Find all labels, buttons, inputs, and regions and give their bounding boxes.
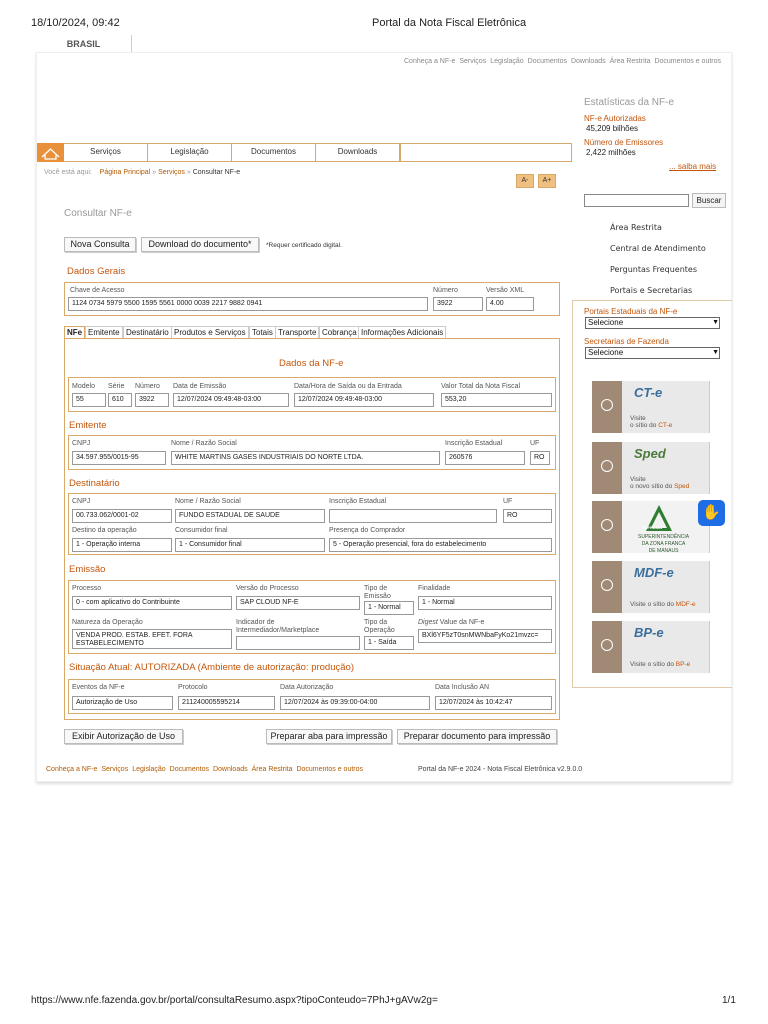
toplink[interactable]: Área Restrita [609, 58, 651, 65]
banner-text [638, 534, 689, 555]
emitente-ie-label: Inscrição Estadual [445, 440, 503, 447]
modelo-label: Modelo [72, 383, 95, 390]
dest-uf-label: UF [503, 498, 513, 505]
natureza-label: Natureza da Operação [72, 619, 143, 626]
dest-ie-field [329, 509, 497, 523]
autorizadas-label: NF-e Autorizadas [584, 114, 646, 123]
dest-cnpj-label: CNPJ [72, 498, 91, 505]
chevron-down-icon: ▼ [712, 319, 719, 326]
situacao-title: Situação Atual: AUTORIZADA (Ambiente de autorização: produção) [69, 662, 354, 673]
globe-icon [601, 399, 613, 411]
toplink[interactable]: Legislação [490, 58, 524, 65]
banner-visit: Visite o sítio do [630, 661, 674, 668]
nav-empty [400, 143, 572, 162]
banner-brand: MDF-e [675, 601, 696, 608]
banner-bpe[interactable] [592, 621, 710, 673]
toplink[interactable]: Downloads [570, 58, 606, 65]
banner-brand: CT-e [658, 422, 673, 429]
footer-link[interactable]: Legislação [132, 766, 166, 773]
data-inclusao-field: 12/07/2024 às 10:42:47 [435, 696, 552, 710]
tab-nfe[interactable]: NFe [64, 326, 85, 338]
indicador-label: Indicador de [236, 619, 275, 626]
numero-label: Número [433, 287, 458, 294]
natureza-line1: VENDA PROD. ESTAB. EFET. FORA [76, 632, 193, 639]
globe-icon [601, 579, 613, 591]
tab-produtos[interactable]: Produtos e Serviços [171, 326, 249, 338]
footer-links [46, 766, 367, 773]
mdfe-logo: MDF-e [634, 565, 674, 580]
data-autorizacao-label: Data Autorização [280, 684, 334, 691]
emitente-nome-field: WHITE MARTINS GASES INDUSTRIAIS DO NORTE LTDA. [171, 451, 440, 465]
toplink[interactable]: Documentos e outros [654, 58, 722, 65]
dest-presenca-label: Presença do Comprador [329, 527, 406, 534]
banner-brand: DE MANAUS [648, 548, 679, 554]
indicador-label: Intermediador/Marketplace [236, 627, 320, 634]
valor-field: 553,20 [441, 393, 552, 407]
emitente-uf-field: RO [530, 451, 550, 465]
tipo-operacao-label: Operação [364, 627, 395, 634]
tipo-emissao-field: 1 - Normal [364, 601, 414, 615]
nfe-numero-field: 3922 [135, 393, 169, 407]
banner-visit: Visite o sítio do [630, 601, 674, 608]
destinatario-title: Destinatário [69, 478, 120, 489]
dest-destino-field: 1 - Operação interna [72, 538, 172, 552]
print-tab-button[interactable]: Preparar aba para impressão [266, 729, 392, 744]
breadcrumb-servicos[interactable]: Serviços [158, 169, 185, 176]
banner-visit2: o novo sítio do [630, 483, 673, 490]
print-page-number: 1/1 [722, 995, 736, 1006]
sped-logo: Sped [634, 446, 666, 461]
portais-select-value: Selecione [588, 318, 624, 327]
protocolo-label: Protocolo [178, 684, 208, 691]
footer-copyright: Portal da NF-e 2024 - Nota Fiscal Eletrônica v2.9.0.0 [418, 766, 583, 773]
page-title: Consultar NF-e [64, 208, 132, 219]
search-input[interactable] [584, 194, 689, 207]
digest-label [418, 619, 484, 626]
saida-label: Data/Hora de Saída ou da Entrada [294, 383, 402, 390]
emitente-uf-label: UF [530, 440, 540, 447]
nav-documentos[interactable]: Documentos [232, 143, 316, 162]
link-central-atendimento[interactable]: Central de Atendimento [610, 244, 706, 253]
emissao-title: Emissão [69, 564, 106, 575]
print-document-button[interactable]: Preparar documento para impressão [397, 729, 557, 744]
breadcrumb-sep: » [152, 169, 157, 176]
dest-nome-field: FUNDO ESTADUAL DE SAUDE [175, 509, 325, 523]
dest-destino-label: Destino da operação [72, 527, 137, 534]
versao-label: Versão XML [486, 287, 525, 294]
search-button[interactable]: Buscar [692, 193, 726, 208]
banner-text [630, 601, 696, 608]
data-inclusao-label: Data Inclusão AN [435, 684, 490, 691]
secretarias-label: Secretarias de Fazenda [584, 337, 669, 346]
banner-text [630, 476, 689, 490]
toplink[interactable]: Documentos [527, 58, 567, 65]
banner-visit: Visite [630, 415, 646, 422]
versao-processo-label: Versão do Processo [236, 585, 299, 592]
font-increase-button[interactable]: A+ [538, 174, 556, 188]
secretarias-select[interactable] [585, 347, 720, 359]
numero-field: 3922 [433, 297, 483, 311]
emitente-nome-label: Nome / Razão Social [171, 440, 237, 447]
font-decrease-button[interactable]: A- [516, 174, 534, 188]
dest-consumidor-label: Consumidor final [175, 527, 228, 534]
chave-field: 1124 0734 5979 5500 1595 5561 0000 0039 2217 9882 0941 [68, 297, 428, 311]
banner-visit2: DA ZONA FRANCA [641, 541, 686, 547]
tab-informacoes[interactable]: Informações Adicionais [358, 326, 446, 338]
breadcrumb [44, 169, 240, 176]
print-datetime: 18/10/2024, 09:42 [31, 17, 120, 29]
footer-link[interactable]: Serviços [101, 766, 129, 773]
chave-label: Chave de Acesso [70, 287, 125, 294]
portais-label: Portais Estaduais da NF-e [584, 307, 678, 316]
digest-label-italic: Digest [418, 619, 438, 626]
banner-visit: SUPERINTENDÊNCIA [638, 534, 690, 540]
banner-visit2: o sítio do [630, 422, 657, 429]
emissao-label: Data de Emissão [173, 383, 227, 390]
tab-destinatario[interactable]: Destinatário [123, 326, 172, 338]
data-autorizacao-field: 12/07/2024 às 09:39:00-04:00 [280, 696, 430, 710]
tipo-operacao-field: 1 - Saída [364, 636, 414, 650]
link-perguntas[interactable]: Perguntas Frequentes [610, 265, 697, 274]
versao-field: 4.00 [486, 297, 534, 311]
breadcrumb-sep: » [186, 169, 191, 176]
eventos-field: Autorização de Uso [72, 696, 173, 710]
certificate-note: *Requer certificado digital. [266, 242, 342, 249]
new-query-button[interactable]: Nova Consulta [64, 237, 136, 252]
saiba-mais-link[interactable]: ... saiba mais [669, 162, 717, 171]
tipo-operacao-label: Tipo da [364, 619, 388, 626]
print-title: Portal da Nota Fiscal Eletrônica [372, 17, 527, 29]
finalidade-field: 1 - Normal [418, 596, 552, 610]
finalidade-label: Finalidade [418, 585, 451, 592]
digest-field: BXl6YF5zT0snMWNbaFyKo21mvzc= [418, 629, 552, 643]
link-portais[interactable]: Portais e Secretarias [610, 286, 693, 295]
banner-brand: Sped [674, 483, 690, 490]
banner-sped[interactable] [592, 442, 710, 494]
nfe-numero-label: Número [135, 383, 160, 390]
link-area-restrita[interactable]: Área Restrita [610, 223, 662, 232]
stats-title: Estatísticas da NF-e [584, 97, 675, 108]
protocolo-field: 211240005595214 [178, 696, 275, 710]
tipo-emissao-label: Tipo de [364, 585, 388, 592]
globe-icon [601, 639, 613, 651]
breadcrumb-current: Consultar NF-e [192, 169, 241, 176]
emitente-title: Emitente [69, 420, 107, 431]
emissores-value: 2,422 milhões [586, 148, 636, 157]
banner-text [630, 661, 690, 668]
breadcrumb-home[interactable]: Página Principal [99, 169, 151, 176]
natureza-field [72, 629, 232, 649]
home-button[interactable] [37, 143, 64, 162]
footer-link[interactable]: Área Restrita [251, 766, 293, 773]
eventos-label: Eventos da NF-e [72, 684, 125, 691]
sign-language-icon[interactable]: ✋ [698, 500, 725, 526]
saida-field: 12/07/2024 09:49:48-03:00 [294, 393, 434, 407]
versao-processo-field: SAP CLOUD NF-E [236, 596, 360, 610]
toplink[interactable]: Serviços [459, 58, 487, 65]
modelo-field: 55 [72, 393, 106, 407]
top-links [404, 58, 725, 65]
suframa-logo: SUFRAMA [642, 525, 662, 530]
tab-transporte[interactable]: Transporte [275, 326, 319, 338]
print-url: https://www.nfe.fazenda.gov.br/portal/consultaResumo.aspx?tipoConteudo=7PhJ+gAVw2g= [31, 995, 438, 1006]
secretarias-select-value: Selecione [588, 348, 624, 357]
banner-mdfe[interactable] [592, 561, 710, 613]
tab-emitente[interactable]: Emitente [85, 326, 123, 338]
dest-cnpj-field: 00.733.062/0001-02 [72, 509, 172, 523]
home-icon [37, 143, 64, 162]
portais-select[interactable] [585, 317, 720, 329]
dest-consumidor-field: 1 - Consumidor final [175, 538, 325, 552]
banner-visit: Visite [630, 476, 646, 483]
dest-ie-label: Inscrição Estadual [329, 498, 387, 505]
emitente-ie-field: 260576 [445, 451, 525, 465]
footer-link[interactable]: Conheça a NF-e [46, 766, 98, 773]
footer-link[interactable]: Documentos [169, 766, 209, 773]
digest-label-rest: Value da NF-e [439, 619, 485, 626]
gov-bar-brasil[interactable]: BRASIL [36, 35, 132, 53]
natureza-line2: ESTABELECIMENTO [76, 640, 144, 647]
autorizadas-value: 45,209 bilhões [586, 124, 639, 133]
globe-icon [601, 519, 613, 531]
banner-cte[interactable] [592, 381, 710, 433]
breadcrumb-prefix: Você está aqui: [44, 169, 92, 176]
nav-legislacao[interactable]: Legislação [148, 143, 232, 162]
nav-servicos[interactable]: Serviços [64, 143, 148, 162]
cte-logo: CT-e [634, 385, 663, 400]
nav-downloads[interactable]: Downloads [316, 143, 400, 162]
dest-uf-field: RO [503, 509, 552, 523]
processo-field: 0 - com aplicativo do Contribuinte [72, 596, 232, 610]
indicador-field [236, 636, 360, 650]
tab-totais[interactable]: Totais [249, 326, 276, 338]
emitente-cnpj-field: 34.597.955/0015-95 [72, 451, 166, 465]
footer-link[interactable]: Downloads [212, 766, 248, 773]
toplink[interactable]: Conheça a NF-e [404, 58, 456, 65]
dados-nfe-title: Dados da NF-e [279, 358, 344, 369]
download-document-button[interactable]: Download do documento* [141, 237, 259, 252]
dados-gerais-title: Dados Gerais [67, 266, 126, 277]
show-authorization-button[interactable]: Exibir Autorização de Uso [64, 729, 183, 744]
banner-text [630, 415, 672, 429]
tab-cobranca[interactable]: Cobrança [319, 326, 360, 338]
chevron-down-icon: ▼ [712, 349, 719, 356]
banner-brand: BP-e [675, 661, 691, 668]
dest-nome-label: Nome / Razão Social [175, 498, 241, 505]
valor-label: Valor Total da Nota Fiscal [441, 383, 521, 390]
tipo-emissao-label: Emissão [364, 593, 391, 600]
bpe-logo: BP-e [634, 625, 664, 640]
emissores-label: Número de Emissores [584, 138, 664, 147]
banner-suframa[interactable] [592, 501, 710, 553]
emissao-field: 12/07/2024 09:49:48-03:00 [173, 393, 289, 407]
dest-presenca-field: 5 - Operação presencial, fora do estabelecimento [329, 538, 552, 552]
emitente-cnpj-label: CNPJ [72, 440, 91, 447]
processo-label: Processo [72, 585, 102, 592]
serie-field: 610 [108, 393, 132, 407]
globe-icon [601, 460, 613, 472]
footer-link[interactable]: Documentos e outros [296, 766, 364, 773]
serie-label: Série [108, 383, 125, 390]
